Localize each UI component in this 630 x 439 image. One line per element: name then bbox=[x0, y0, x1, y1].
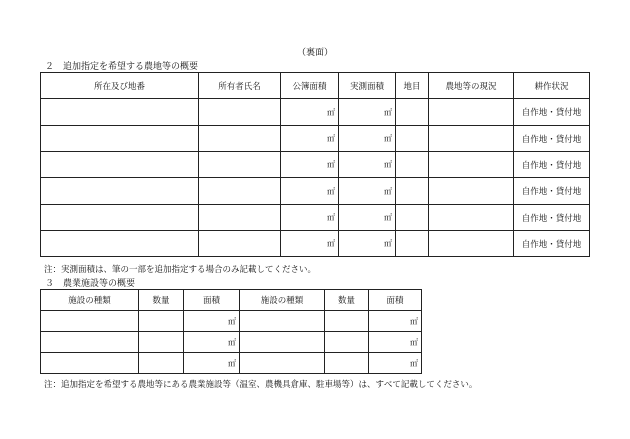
header-area-2: 面積 bbox=[369, 290, 422, 311]
cultivation-cell[interactable]: 自作地・貸付地 bbox=[514, 205, 590, 231]
header-facility-type-2: 施設の種類 bbox=[240, 290, 325, 311]
registered-area-cell[interactable]: ㎡ bbox=[281, 152, 339, 178]
facility-table bbox=[40, 289, 422, 374]
area-cell[interactable]: ㎡ bbox=[184, 353, 240, 374]
header-area: 面積 bbox=[184, 290, 240, 311]
facility-type-cell[interactable] bbox=[41, 332, 139, 353]
facility-type-cell[interactable] bbox=[41, 311, 139, 332]
current-status-cell[interactable] bbox=[429, 205, 514, 231]
measured-area-cell[interactable]: ㎡ bbox=[339, 205, 396, 231]
quantity-cell[interactable] bbox=[325, 332, 369, 353]
location-cell[interactable] bbox=[41, 126, 199, 152]
area-cell[interactable]: ㎡ bbox=[369, 311, 422, 332]
table-row bbox=[41, 126, 590, 152]
registered-area-cell[interactable]: ㎡ bbox=[281, 178, 339, 205]
owner-cell[interactable] bbox=[199, 152, 281, 178]
page-heading: （裏面） bbox=[296, 48, 333, 58]
cultivation-cell[interactable]: 自作地・貸付地 bbox=[514, 126, 590, 152]
measured-area-cell[interactable]: ㎡ bbox=[339, 126, 396, 152]
measured-area-cell[interactable]: ㎡ bbox=[339, 231, 396, 257]
facility-type-cell[interactable] bbox=[41, 353, 139, 374]
table-row bbox=[41, 353, 422, 374]
current-status-cell[interactable] bbox=[429, 126, 514, 152]
quantity-cell[interactable] bbox=[139, 332, 184, 353]
quantity-cell[interactable] bbox=[139, 353, 184, 374]
section3-title: ３ 農業施設等の概要 bbox=[45, 279, 136, 289]
land-category-cell[interactable] bbox=[396, 99, 429, 126]
cultivation-cell[interactable]: 自作地・貸付地 bbox=[514, 231, 590, 257]
facility-type-cell[interactable] bbox=[240, 332, 325, 353]
registered-area-cell[interactable]: ㎡ bbox=[281, 205, 339, 231]
owner-cell[interactable] bbox=[199, 126, 281, 152]
section2-note: 注：実測面積は、筆の一部を追加指定する場合のみ記載してください。 bbox=[44, 265, 317, 275]
table-row bbox=[41, 178, 590, 205]
measured-area-cell[interactable]: ㎡ bbox=[339, 178, 396, 205]
header-quantity: 数量 bbox=[139, 290, 184, 311]
section3-note: 注：追加指定を希望する農地等にある農業施設等（温室、農機具倉庫、駐車場等）は、すべて記載してください。 bbox=[44, 380, 478, 390]
land-category-cell[interactable] bbox=[396, 152, 429, 178]
table-row bbox=[41, 152, 590, 178]
table-row bbox=[41, 332, 422, 353]
location-cell[interactable] bbox=[41, 231, 199, 257]
table-row bbox=[41, 205, 590, 231]
land-category-cell[interactable] bbox=[396, 126, 429, 152]
owner-cell[interactable] bbox=[199, 231, 281, 257]
header-registered-area: 公簿面積 bbox=[281, 73, 339, 99]
current-status-cell[interactable] bbox=[429, 231, 514, 257]
land-category-cell[interactable] bbox=[396, 231, 429, 257]
table-row bbox=[41, 311, 422, 332]
current-status-cell[interactable] bbox=[429, 178, 514, 205]
area-cell[interactable]: ㎡ bbox=[184, 311, 240, 332]
facility-header-row bbox=[41, 290, 422, 311]
current-status-cell[interactable] bbox=[429, 152, 514, 178]
owner-cell[interactable] bbox=[199, 178, 281, 205]
farmland-header-row bbox=[41, 73, 590, 99]
registered-area-cell[interactable]: ㎡ bbox=[281, 231, 339, 257]
header-facility-type: 施設の種類 bbox=[41, 290, 139, 311]
cultivation-cell[interactable]: 自作地・貸付地 bbox=[514, 152, 590, 178]
location-cell[interactable] bbox=[41, 152, 199, 178]
table-row bbox=[41, 99, 590, 126]
area-cell[interactable]: ㎡ bbox=[369, 332, 422, 353]
farmland-table bbox=[40, 72, 590, 257]
cultivation-cell[interactable]: 自作地・貸付地 bbox=[514, 178, 590, 205]
measured-area-cell[interactable]: ㎡ bbox=[339, 152, 396, 178]
header-location: 所在及び地番 bbox=[41, 73, 199, 99]
quantity-cell[interactable] bbox=[325, 353, 369, 374]
registered-area-cell[interactable]: ㎡ bbox=[281, 126, 339, 152]
quantity-cell[interactable] bbox=[325, 311, 369, 332]
facility-type-cell[interactable] bbox=[240, 353, 325, 374]
land-category-cell[interactable] bbox=[396, 178, 429, 205]
measured-area-cell[interactable]: ㎡ bbox=[339, 99, 396, 126]
area-cell[interactable]: ㎡ bbox=[184, 332, 240, 353]
current-status-cell[interactable] bbox=[429, 99, 514, 126]
location-cell[interactable] bbox=[41, 99, 199, 126]
facility-type-cell[interactable] bbox=[240, 311, 325, 332]
header-measured-area: 実測面積 bbox=[339, 73, 396, 99]
header-owner: 所有者氏名 bbox=[199, 73, 281, 99]
location-cell[interactable] bbox=[41, 178, 199, 205]
section2-title: ２ 追加指定を希望する農地等の概要 bbox=[45, 62, 199, 72]
registered-area-cell[interactable]: ㎡ bbox=[281, 99, 339, 126]
cultivation-cell[interactable]: 自作地・貸付地 bbox=[514, 99, 590, 126]
land-category-cell[interactable] bbox=[396, 205, 429, 231]
header-cultivation: 耕作状況 bbox=[514, 73, 590, 99]
header-current-status: 農地等の現況 bbox=[429, 73, 514, 99]
table-row bbox=[41, 231, 590, 257]
area-cell[interactable]: ㎡ bbox=[369, 353, 422, 374]
header-land-category: 地目 bbox=[396, 73, 429, 99]
header-quantity-2: 数量 bbox=[325, 290, 369, 311]
owner-cell[interactable] bbox=[199, 205, 281, 231]
quantity-cell[interactable] bbox=[139, 311, 184, 332]
owner-cell[interactable] bbox=[199, 99, 281, 126]
location-cell[interactable] bbox=[41, 205, 199, 231]
